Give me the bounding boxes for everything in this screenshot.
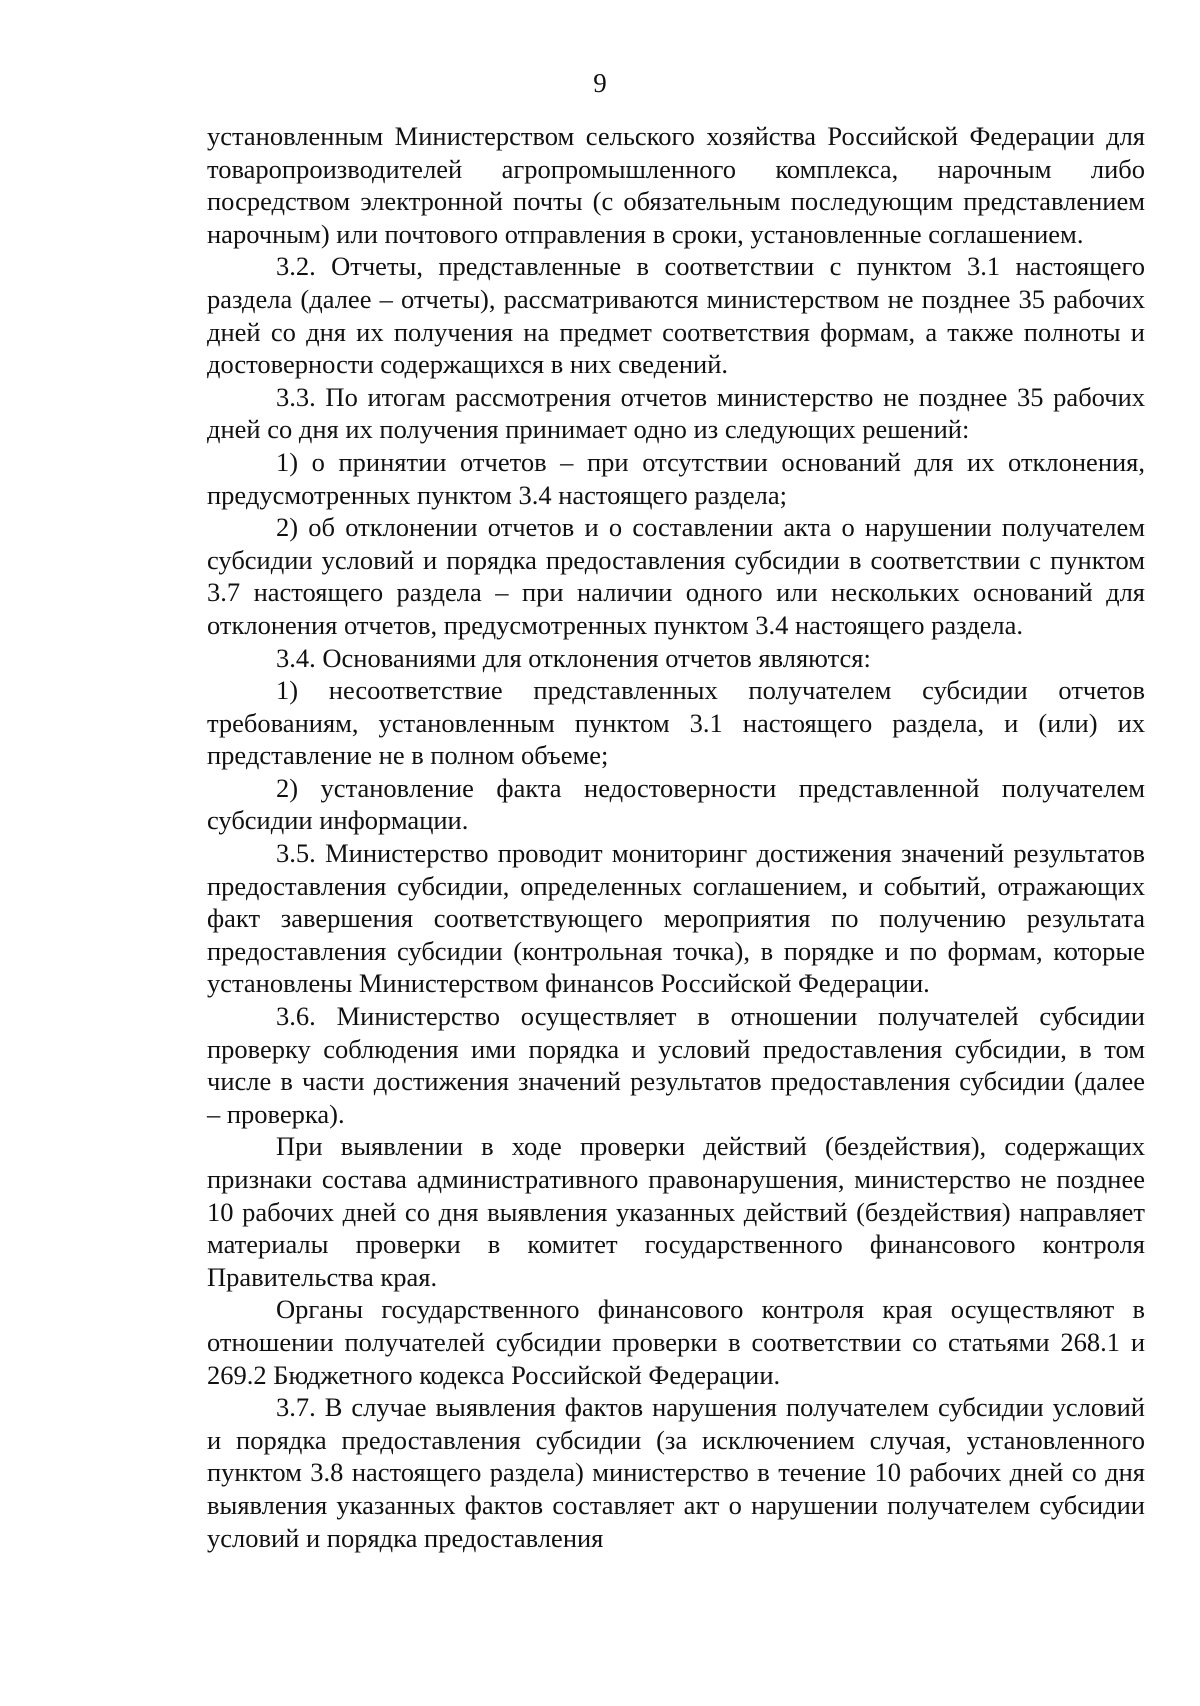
paragraph-continuation: установленным Министерством сельского хозяйства Российской Федерации для товаропроизводителей агропромышленного комплекса, нарочным либо посредством электронной почты (с обязательным последующим представлением нарочным) или почтового отправления в сроки, установленные соглашением. bbox=[207, 121, 1145, 249]
paragraph-3-6: 3.6. Министерство осуществляет в отношении получателей субсидии проверку соблюдения ими порядка и условий предоставления субсидии, в том числе в части достижения значений результатов предоставления субсидии (далее – проверка). bbox=[207, 1001, 1145, 1129]
document-body bbox=[207, 120, 1145, 1554]
paragraph-3-4: 3.4. Основаниями для отклонения отчетов являются: bbox=[276, 642, 871, 673]
paragraph-3-2: 3.2. Отчеты, представленные в соответствии с пунктом 3.1 настоящего раздела (далее – отчеты), рассматриваются министерством не позднее 35 рабочих дней со дня их получения на предмет соответствия формам, а также полноты и достоверности содержащихся в них сведений. bbox=[207, 251, 1145, 380]
page-number: 9 bbox=[593, 68, 607, 98]
paragraph-3-3-item-1: 1) о принятии отчетов – при отсутствии оснований для их отклонения, предусмотренных пунктом 3.4 настоящего раздела; bbox=[207, 446, 1145, 510]
paragraph-3-3: 3.3. По итогам рассмотрения отчетов министерство не позднее 35 рабочих дней со дня их получения принимает одно из следующих решений: bbox=[207, 381, 1145, 445]
paragraph-3-7: 3.7. В случае выявления фактов нарушения получателем субсидии условий и порядка предоставления субсидии (за исключением случая, установленного пунктом 3.8 настоящего раздела) министерство в течение 10 рабочих дней со дня выявления указанных фактов составляет акт о нарушении получателем субсидии условий и порядка предоставления bbox=[207, 1392, 1145, 1553]
paragraph-3-6-violations: При выявлении в ходе проверки действий (бездействия), содержащих признаки состава административного правонарушения, министерство не позднее 10 рабочих дней со дня выявления указанных действий (бездействия) направляет материалы проверки в комитет государственного финансового контроля Правительства края. bbox=[207, 1131, 1145, 1292]
paragraph-3-4-item-1: 1) несоответствие представленных получателем субсидии отчетов требованиям, установленным пунктом 3.1 настоящего раздела, и (или) их представление не в полном объеме; bbox=[207, 675, 1145, 771]
paragraph-3-5: 3.5. Министерство проводит мониторинг достижения значений результатов предоставления субсидии, определенных соглашением, и событий, отражающих факт завершения соответствующего мероприятия по получению результата предоставления субсидии (контрольная точка), в порядке и по формам, которые установлены Министерством финансов Российской Федерации. bbox=[207, 838, 1145, 999]
paragraph-3-6-financial-control: Органы государственного финансового контроля края осуществляют в отношении получателей субсидии проверки в соответствии со статьями 268.1 и 269.2 Бюджетного кодекса Российской Федерации. bbox=[207, 1294, 1145, 1390]
paragraph-3-3-item-2: 2) об отклонении отчетов и о составлении акта о нарушении получателем субсидии условий и порядка предоставления субсидии в соответствии с пунктом 3.7 настоящего раздела – при наличии одного или нескольких оснований для отклонения отчетов, предусмотренных пунктом 3.4 настоящего раздела. bbox=[207, 512, 1145, 640]
paragraph-3-4-item-2: 2) установление факта недостоверности представленной получателем субсидии информации. bbox=[207, 772, 1145, 836]
